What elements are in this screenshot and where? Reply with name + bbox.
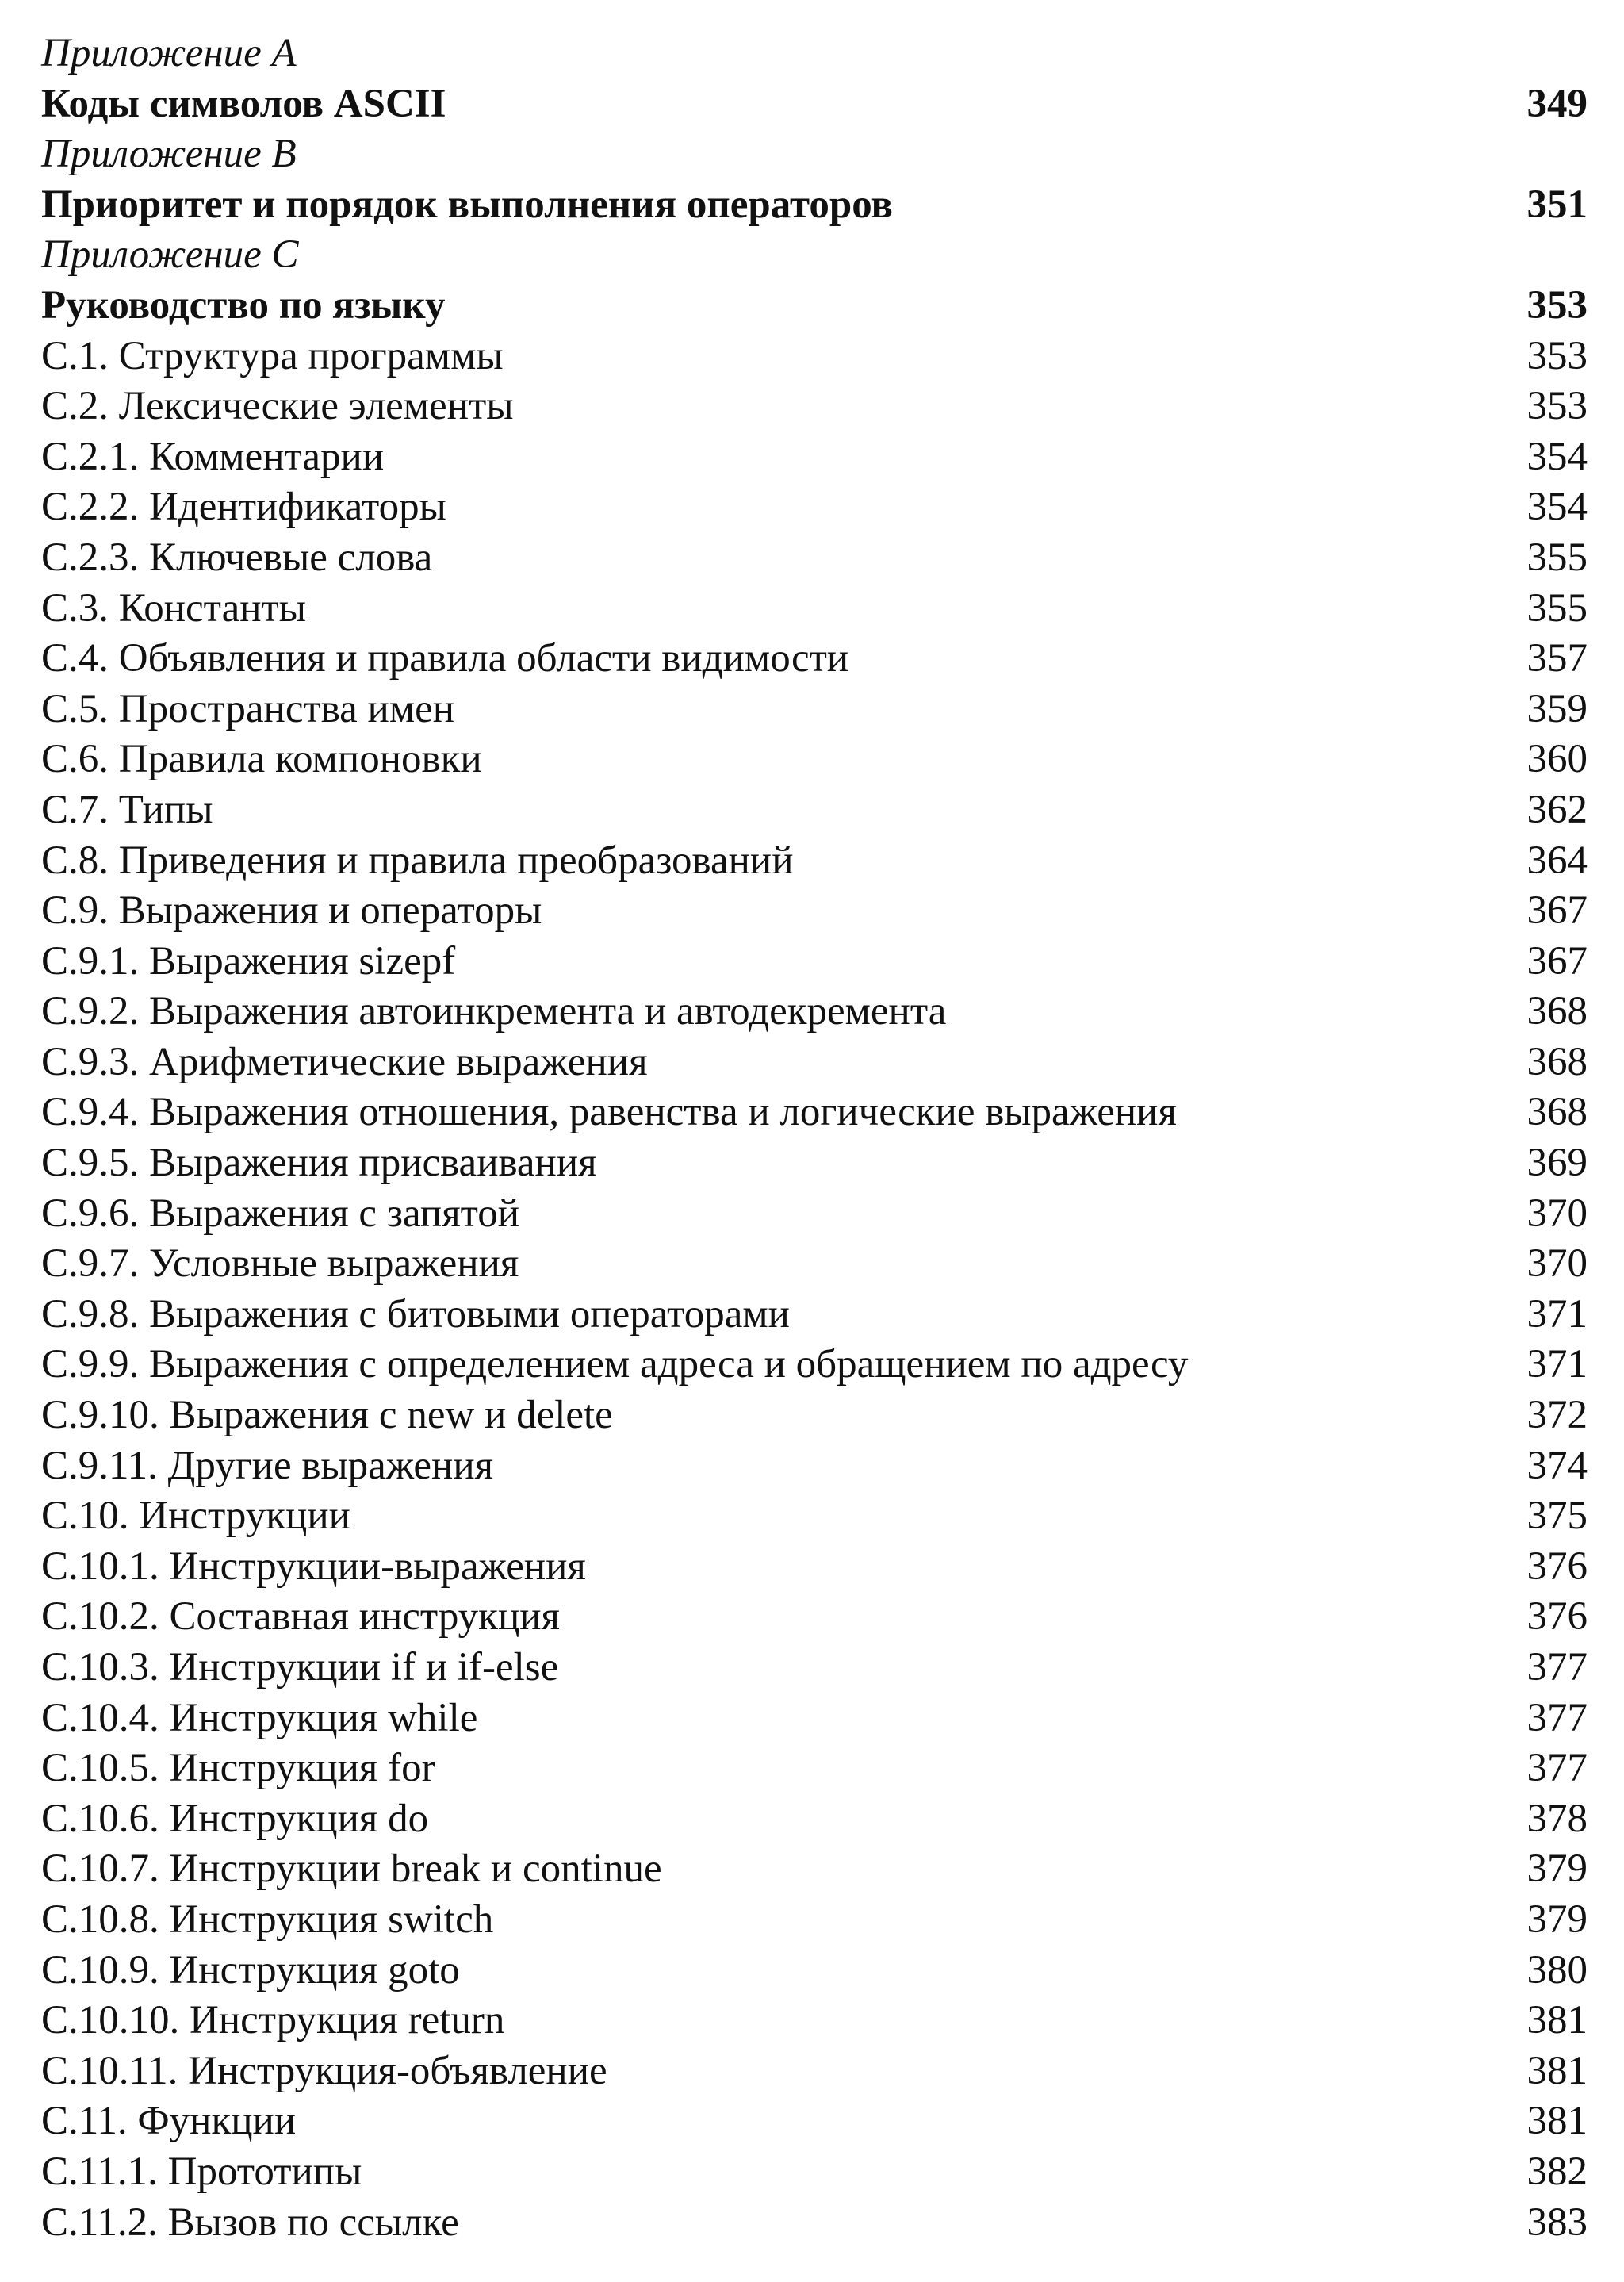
- page-number: 359: [1526, 686, 1588, 731]
- toc-section-entry: [41, 1138, 1588, 1189]
- entry-title: Приложение A: [41, 31, 297, 75]
- toc-section-entry: [41, 2198, 1588, 2249]
- toc-section-entry: [41, 1643, 1588, 1693]
- toc-section-entry: [41, 482, 1588, 533]
- entry-title: С.11.2. Вызов по ссылке: [41, 2200, 459, 2245]
- entry-title: С.9.7. Условные выражения: [41, 1241, 519, 1287]
- entry-title: С.9.1. Выражения sizepf: [41, 938, 456, 984]
- page-number: 376: [1526, 1544, 1588, 1589]
- page-number: 364: [1526, 838, 1588, 883]
- page-number: 367: [1526, 938, 1588, 984]
- page-number: 370: [1526, 1241, 1588, 1287]
- toc-section-entry: [41, 1592, 1588, 1643]
- entry-title: С.1. Структура программы: [41, 333, 504, 378]
- toc-section-entry: [41, 1290, 1588, 1340]
- toc-section-entry: [41, 785, 1588, 836]
- toc-section-entry: [41, 685, 1588, 735]
- entry-title: С.10.10. Инструкция return: [41, 1998, 505, 2043]
- entry-title: С.2.1. Комментарии: [41, 434, 385, 479]
- entry-title: С.7. Типы: [41, 787, 213, 832]
- page-number: 372: [1526, 1393, 1588, 1438]
- page-number: 378: [1526, 1796, 1588, 1841]
- page-number: 375: [1526, 1494, 1588, 1539]
- appendix-label: [41, 230, 1588, 281]
- toc-section-entry: [41, 836, 1588, 887]
- toc-section-entry: [41, 1844, 1588, 1895]
- entry-title: С.10.7. Инструкции break и continue: [41, 1847, 662, 1892]
- toc-section-entry: [41, 533, 1588, 584]
- toc-section-entry: [41, 432, 1588, 483]
- appendix-label: [41, 29, 1588, 79]
- toc-section-entry: [41, 634, 1588, 685]
- toc-section-entry: [41, 1037, 1588, 1088]
- toc-section-entry: [41, 2147, 1588, 2198]
- entry-title: С.2. Лексические элементы: [41, 384, 514, 429]
- page-number: 379: [1526, 1847, 1588, 1892]
- page-number: 369: [1526, 1141, 1588, 1186]
- entry-title: С.10.4. Инструкция while: [41, 1695, 478, 1740]
- toc-section-entry: [41, 2096, 1588, 2147]
- page-number: 377: [1526, 1695, 1588, 1740]
- page-number: 360: [1526, 737, 1588, 782]
- toc-chapter-entry: [41, 180, 1588, 231]
- toc-section-entry: [41, 1441, 1588, 1492]
- page-number: 382: [1526, 2149, 1588, 2194]
- toc-section-entry: [41, 1491, 1588, 1542]
- page-number: 376: [1526, 1594, 1588, 1640]
- entry-title: С.9.4. Выражения отношения, равенства и логические выражения: [41, 1090, 1177, 1135]
- entry-title: С.9.6. Выражения с запятой: [41, 1191, 520, 1236]
- entry-title: С.5. Пространства имен: [41, 686, 455, 731]
- entry-title: С.2.3. Ключевые слова: [41, 535, 433, 580]
- page-number: 355: [1526, 535, 1588, 580]
- entry-title: С.2.2. Идентификаторы: [41, 485, 446, 530]
- entry-title: С.10.9. Инструкция goto: [41, 1947, 460, 1992]
- toc-section-entry: [41, 987, 1588, 1037]
- page-number: 377: [1526, 1746, 1588, 1791]
- page-number: 377: [1526, 1645, 1588, 1689]
- page-number: 353: [1526, 282, 1588, 328]
- entry-title: С.10.8. Инструкция switch: [41, 1897, 494, 1942]
- entry-title: С.10.5. Инструкция for: [41, 1746, 435, 1791]
- entry-title: С.10.6. Инструкция do: [41, 1796, 429, 1841]
- page-number: 371: [1526, 1291, 1588, 1337]
- entry-title: Приоритет и порядок выполнения операторов: [41, 182, 893, 227]
- page-number: 374: [1526, 1443, 1588, 1488]
- page-number: 362: [1526, 787, 1588, 832]
- entry-title: С.10.1. Инструкции-выражения: [41, 1544, 586, 1589]
- page-number: 353: [1526, 333, 1588, 378]
- page-number: 368: [1526, 989, 1588, 1034]
- toc-section-entry: [41, 1946, 1588, 1996]
- entry-title: Приложение B: [41, 132, 297, 177]
- toc-section-entry: [41, 382, 1588, 432]
- appendix-label: [41, 129, 1588, 180]
- entry-title: С.9.3. Арифметические выражения: [41, 1039, 648, 1084]
- page-number: 383: [1526, 2200, 1588, 2245]
- toc-section-entry: [41, 1996, 1588, 2046]
- toc-section-entry: [41, 1390, 1588, 1441]
- entry-title: С.9.2. Выражения автоинкремента и автодекремента: [41, 989, 947, 1034]
- page-number: 381: [1526, 2048, 1588, 2093]
- toc-section-entry: [41, 1239, 1588, 1290]
- entry-title: С.9.11. Другие выражения: [41, 1443, 494, 1488]
- page-number: 379: [1526, 1897, 1588, 1942]
- page-number: 370: [1526, 1191, 1588, 1236]
- toc-section-entry: [41, 2046, 1588, 2097]
- entry-title: С.10.11. Инструкция-объявление: [41, 2048, 607, 2093]
- entry-title: С.9.8. Выражения с битовыми операторами: [41, 1291, 790, 1337]
- toc-section-entry: [41, 1340, 1588, 1390]
- toc-section-entry: [41, 734, 1588, 785]
- toc-chapter-entry: [41, 281, 1588, 332]
- entry-title: С.11.1. Прототипы: [41, 2149, 362, 2194]
- entry-title: Приложение C: [41, 232, 299, 278]
- page-number: 353: [1526, 384, 1588, 429]
- entry-title: С.11. Функции: [41, 2099, 297, 2144]
- entry-title: С.10.2. Составная инструкция: [41, 1594, 560, 1640]
- toc-section-entry: [41, 1895, 1588, 1946]
- page-number: 351: [1526, 182, 1588, 227]
- entry-title: С.6. Правила компоновки: [41, 737, 482, 782]
- page-number: 354: [1526, 485, 1588, 530]
- table-of-contents: [41, 29, 1588, 2248]
- toc-section-entry: [41, 584, 1588, 635]
- entry-title: С.4. Объявления и правила области видимости: [41, 636, 849, 681]
- page-number: 355: [1526, 585, 1588, 631]
- page-number: 381: [1526, 2099, 1588, 2144]
- page-number: 380: [1526, 1947, 1588, 1992]
- toc-section-entry: [41, 1087, 1588, 1138]
- entry-title: Руководство по языку: [41, 282, 446, 328]
- entry-title: С.3. Константы: [41, 585, 307, 631]
- entry-title: С.9.5. Выражения присваивания: [41, 1141, 597, 1186]
- entry-title: Коды символов ASCII: [41, 81, 446, 126]
- toc-section-entry: [41, 937, 1588, 988]
- toc-section-entry: [41, 1189, 1588, 1240]
- page-number: 367: [1526, 888, 1588, 934]
- toc-chapter-entry: [41, 79, 1588, 130]
- page-number: 354: [1526, 434, 1588, 479]
- page-number: 371: [1526, 1342, 1588, 1387]
- entry-title: С.9. Выражения и операторы: [41, 888, 542, 934]
- toc-section-entry: [41, 886, 1588, 937]
- page-number: 381: [1526, 1998, 1588, 2043]
- page-number: 368: [1526, 1090, 1588, 1135]
- toc-section-entry: [41, 1743, 1588, 1794]
- page-number: 349: [1526, 81, 1588, 126]
- page-number: 357: [1526, 636, 1588, 681]
- entry-title: С.9.10. Выражения с new и delete: [41, 1393, 613, 1438]
- entry-title: С.10. Инструкции: [41, 1494, 350, 1539]
- entry-title: С.8. Приведения и правила преобразований: [41, 838, 794, 883]
- entry-title: С.9.9. Выражения с определением адреса и обращением по адресу: [41, 1342, 1189, 1387]
- page-number: 368: [1526, 1039, 1588, 1084]
- toc-section-entry: [41, 332, 1588, 382]
- entry-title: С.10.3. Инструкции if и if-else: [41, 1645, 559, 1689]
- toc-section-entry: [41, 1542, 1588, 1593]
- toc-section-entry: [41, 1693, 1588, 1744]
- toc-section-entry: [41, 1794, 1588, 1845]
